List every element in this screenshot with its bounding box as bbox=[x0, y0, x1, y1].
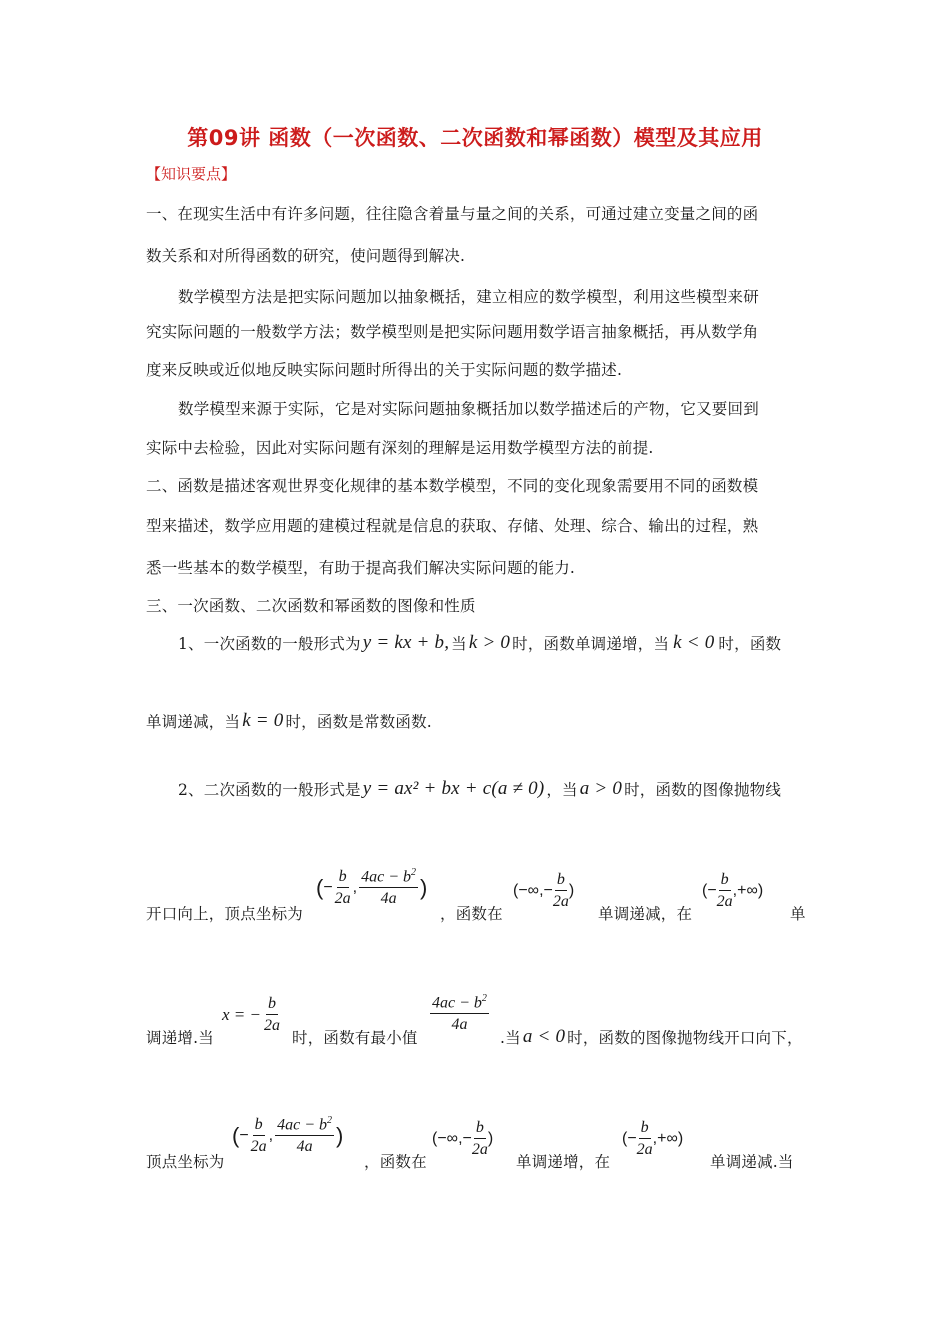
denominator: 2a bbox=[471, 1141, 488, 1158]
item1-line2 bbox=[146, 710, 432, 732]
paren: ( bbox=[622, 1130, 628, 1147]
denominator: 2a bbox=[250, 1137, 267, 1155]
paren: ) bbox=[568, 882, 575, 899]
paren: ( bbox=[316, 874, 324, 900]
condition-k-zero: k = 0 bbox=[242, 710, 284, 731]
numerator bbox=[275, 1116, 334, 1136]
quadratic-formula: y = ax² + bx + c(a ≠ 0) bbox=[362, 778, 545, 799]
minus-sign: − bbox=[462, 1130, 472, 1147]
text-run: .当 bbox=[500, 1029, 521, 1047]
num-text: 4ac − b bbox=[432, 994, 482, 1012]
numerator: b bbox=[555, 872, 567, 891]
exponent: 2 bbox=[481, 993, 487, 1004]
denominator: 2a bbox=[636, 1141, 653, 1158]
paragraph-line: 数学模型来源于实际，它是对实际问题抽象概括加以数学描述后的产物，它又要回到 bbox=[178, 400, 759, 418]
item2-line1 bbox=[178, 778, 781, 800]
paragraph-line: 一、在现实生活中有许多问题，往往隐含着量与量之间的关系，可通过建立变量之间的函 bbox=[146, 205, 759, 223]
fraction bbox=[335, 869, 351, 907]
denominator: 2a bbox=[264, 1017, 280, 1034]
vertex-coordinate-2 bbox=[232, 1116, 343, 1155]
fraction bbox=[717, 872, 733, 910]
text-run: 时，函数是常数函数. bbox=[285, 713, 432, 731]
text-run: 单调递减.当 bbox=[710, 1153, 794, 1171]
text-run: 1、一次函数的一般形式为 bbox=[178, 635, 361, 653]
interval-end: ,+∞) bbox=[652, 1130, 684, 1147]
text-run: 2、二次函数的一般形式是 bbox=[178, 781, 361, 799]
linear-formula: y = kx + b, bbox=[362, 632, 450, 653]
numerator bbox=[359, 868, 418, 888]
text-run: 顶点坐标为 bbox=[146, 1153, 225, 1171]
denominator: 4a bbox=[296, 1138, 313, 1156]
text-run: 单调递减，在 bbox=[598, 905, 693, 923]
paragraph-line: 型来描述，数学应用题的建模过程就是信息的获取、存储、处理、综合、输出的过程，熟 bbox=[146, 517, 759, 535]
exponent: 2 bbox=[327, 1115, 333, 1126]
text-run: ，函数在 bbox=[364, 1153, 427, 1171]
fraction bbox=[275, 1116, 334, 1155]
interval-left bbox=[513, 872, 574, 910]
denominator: 2a bbox=[334, 889, 351, 907]
page-title: 第09讲 函数（一次函数、二次函数和幂函数）模型及其应用 bbox=[187, 126, 763, 150]
exponent: 2 bbox=[411, 867, 417, 878]
paragraph-line: 实际中去检验，因此对实际问题有深刻的理解是运用数学模型方法的前提. bbox=[146, 439, 654, 457]
numerator: b bbox=[474, 1120, 486, 1139]
paren: ( bbox=[702, 882, 708, 899]
minus-sign: − bbox=[239, 1126, 249, 1144]
fraction bbox=[553, 872, 569, 910]
text-run: 时，函数的图像抛物线开口向下， bbox=[567, 1029, 803, 1047]
text-run: 单调递减，当 bbox=[146, 713, 241, 731]
fraction bbox=[430, 994, 489, 1033]
paragraph-line: 三、一次函数、二次函数和幂函数的图像和性质 bbox=[146, 597, 476, 615]
paren: ) bbox=[336, 1122, 344, 1148]
numerator: b bbox=[253, 1117, 265, 1136]
numerator bbox=[430, 994, 489, 1014]
interval-start: (−∞, bbox=[513, 882, 544, 899]
paren: ) bbox=[487, 1130, 494, 1147]
interval-end: ,+∞) bbox=[732, 882, 764, 899]
comma: , bbox=[268, 1126, 274, 1144]
text-run: 当 bbox=[451, 635, 467, 653]
denominator: 2a bbox=[552, 893, 569, 910]
numerator: b bbox=[266, 996, 278, 1015]
denominator: 2a bbox=[716, 893, 733, 910]
minus-sign: − bbox=[323, 878, 333, 896]
text-run: 时，函数单调递增，当 bbox=[512, 635, 670, 653]
condition-k-positive: k > 0 bbox=[468, 632, 511, 653]
text-run: ，函数在 bbox=[440, 905, 503, 923]
condition-k-negative: k < 0 bbox=[673, 632, 715, 653]
fraction bbox=[359, 868, 418, 907]
condition-a-negative: a < 0 bbox=[522, 1026, 566, 1047]
text-run: 时，函数的图像抛物线 bbox=[624, 781, 782, 799]
paragraph-line: 数学模型方法是把实际问题加以抽象概括，建立相应的数学模型，利用这些模型来研 bbox=[178, 288, 759, 306]
fraction bbox=[251, 1117, 267, 1155]
axis-of-symmetry bbox=[222, 996, 280, 1034]
interval-left-2 bbox=[432, 1120, 493, 1158]
paragraph-line: 数关系和对所得函数的研究，使问题得到解决. bbox=[146, 247, 466, 265]
x-equals: x = − bbox=[222, 1005, 261, 1024]
condition-a-positive: a > 0 bbox=[579, 778, 623, 799]
minus-sign: − bbox=[707, 882, 717, 899]
text-run: 时，函数 bbox=[718, 635, 782, 653]
denominator: 4a bbox=[451, 1016, 468, 1034]
paragraph-line: 究实际问题的一般数学方法；数学模型则是把实际问题用数学语言抽象概括，再从数学角 bbox=[146, 323, 759, 341]
fraction bbox=[472, 1120, 488, 1158]
section-tag: 【知识要点】 bbox=[146, 165, 237, 183]
minus-sign: − bbox=[627, 1130, 637, 1147]
numerator: b bbox=[639, 1120, 651, 1139]
interval-right-2 bbox=[622, 1120, 683, 1158]
paragraph-line: 度来反映或近似地反映实际问题时所得出的关于实际问题的数学描述. bbox=[146, 361, 623, 379]
paragraph-line: 悉一些基本的数学模型，有助于提高我们解决实际问题的能力. bbox=[146, 559, 576, 577]
fraction bbox=[264, 996, 280, 1034]
num-text: 4ac − b bbox=[277, 1116, 328, 1134]
paragraph-line: 二、函数是描述客观世界变化规律的基本数学模型，不同的变化现象需要用不同的函数模 bbox=[146, 477, 759, 495]
text-run: ，当 bbox=[546, 781, 578, 799]
min-value bbox=[430, 994, 489, 1033]
paren: ) bbox=[420, 874, 428, 900]
denominator: 4a bbox=[380, 890, 397, 908]
text-run: 单调递增，在 bbox=[516, 1153, 611, 1171]
interval-start: (−∞, bbox=[432, 1130, 463, 1147]
item2-line3-tail bbox=[500, 1026, 803, 1048]
comma: , bbox=[352, 878, 358, 896]
numerator: b bbox=[719, 872, 731, 891]
item1-line1 bbox=[178, 632, 781, 654]
fraction bbox=[637, 1120, 653, 1158]
minus-sign: − bbox=[543, 882, 553, 899]
text-run: 单 bbox=[790, 905, 806, 923]
text-run: 时，函数有最小值 bbox=[292, 1029, 418, 1047]
num-text: 4ac − b bbox=[361, 868, 412, 886]
text-run: 开口向上，顶点坐标为 bbox=[146, 905, 304, 923]
text-run: 调递增.当 bbox=[146, 1029, 214, 1047]
vertex-coordinate-1 bbox=[316, 868, 427, 907]
paren: ( bbox=[232, 1122, 240, 1148]
interval-right bbox=[702, 872, 763, 910]
numerator: b bbox=[337, 869, 349, 888]
